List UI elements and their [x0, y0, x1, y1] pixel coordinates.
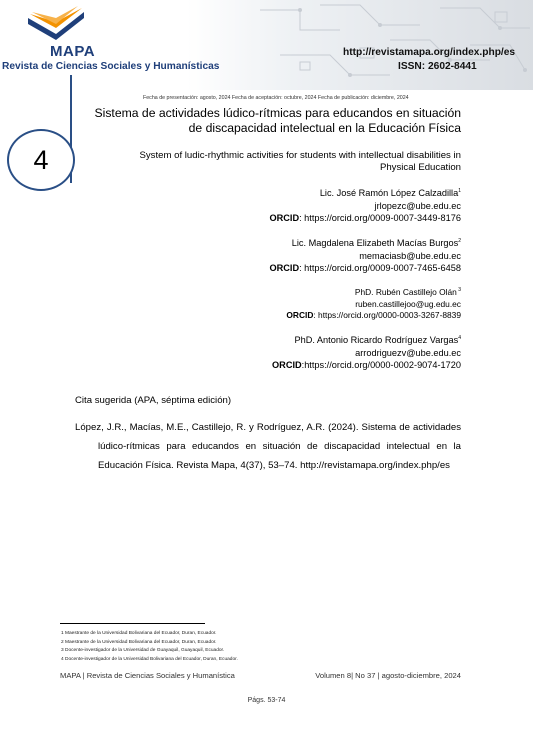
author-orcid[interactable] — [200, 310, 461, 322]
title-english — [60, 150, 461, 174]
author-name-text: PhD. Rubén Castillejo Olán — [354, 287, 457, 297]
page-range: Págs. 53-74 — [247, 697, 286, 704]
author-block-4 — [200, 334, 461, 372]
title-english-line: System of ludic-rhythmic activities for students with intellectual disabilities in — [139, 150, 461, 161]
author-name — [200, 287, 461, 299]
author-name-text: Lic. Magdalena Elizabeth Macías Burgos — [291, 238, 459, 248]
footnotes — [61, 630, 238, 664]
author-orcid[interactable] — [200, 359, 461, 372]
author-sup: 2 — [458, 237, 461, 244]
author-sup: 1 — [458, 187, 461, 194]
orcid-url: :https://orcid.org/0000-0002-9074-1720 — [301, 360, 461, 370]
article-number: 4 — [33, 144, 49, 175]
author-block-2 — [200, 237, 461, 275]
footnote-item: 2 Maestrante de la Universidad Bolivariana del Ecuador, Duran, Ecuador. — [61, 639, 217, 645]
citation-text: López, J.R., Macías, M.E., Castillejo, R. y Rodríguez, A.R. (2024). Sistema de actividades lúdico-rítmicas para educandos en situación de discapacidad intelectual en la Educación Física. Revista Mapa, 4(37), 53–74. http://revistamapa.org/index.php/es — [75, 422, 461, 472]
citation-label: Cita sugerida (APA, séptima edición) — [75, 395, 232, 406]
orcid-url: : https://orcid.org/0009-0007-7465-6458 — [299, 263, 461, 273]
orcid-label: ORCID — [272, 360, 302, 370]
author-email[interactable]: jrlopezc@ube.edu.ec — [374, 200, 461, 211]
author-sup: 4 — [458, 334, 461, 341]
author-block-3 — [200, 287, 461, 322]
author-name-text: Lic. José Ramón López Calzadilla — [319, 188, 459, 198]
footnote-item: 4 Docente-investigador de la Universidad Bolivariana del Ecuador, Duran, Ecuador. — [61, 656, 238, 662]
author-email[interactable]: memaciasb@ube.edu.ec — [359, 250, 461, 261]
author-name — [200, 237, 461, 250]
author-name-text: PhD. Antonio Ricardo Rodríguez Vargas — [294, 335, 459, 345]
orcid-url: : https://orcid.org/0009-0007-3449-8176 — [299, 213, 461, 223]
journal-name: MAPA — [50, 43, 96, 60]
orcid-label: ORCID — [269, 213, 300, 223]
journal-url[interactable]: http://revistamapa.org/index.php/es — [343, 47, 516, 58]
author-sup: 3 — [456, 287, 461, 294]
orcid-url: : https://orcid.org/0000-0003-3267-8839 — [313, 310, 461, 320]
title-spanish-line: de discapacidad intelectual en la Educación Física — [188, 121, 461, 135]
journal-subtitle: Revista de Ciencias Sociales y Humanísticas — [2, 61, 220, 72]
footnote-item: 1 Maestrante de la Universidad Bolivariana del Ecuador, Duran, Ecuador. — [61, 631, 217, 636]
title-english-line: Physical Education — [379, 162, 461, 173]
author-name — [200, 334, 461, 347]
footer-volume: Volumen 8| No 37 | agosto-diciembre, 2024 — [315, 671, 461, 680]
title-spanish — [60, 106, 461, 136]
title-spanish-line: Sistema de actividades lúdico-rítmicas para educandos en situación — [94, 106, 461, 120]
footnote-item: 3 Docente-investigador de la Universidad de Guayaquil, Guayaquil, Ecuador. — [61, 648, 225, 654]
book-logo-icon — [22, 4, 90, 44]
orcid-label: ORCID — [286, 310, 314, 320]
author-block-1 — [200, 187, 461, 225]
footnote-divider — [60, 623, 205, 624]
author-email[interactable]: arrodriguezv@ube.edu.ec — [355, 347, 461, 358]
header-pattern-graphic — [240, 0, 533, 85]
footer-journal: MAPA | Revista de Ciencias Sociales y Humanística — [60, 671, 235, 680]
author-name — [200, 187, 461, 200]
author-orcid[interactable] — [200, 212, 461, 225]
author-orcid[interactable] — [200, 262, 461, 275]
publication-dates: Fecha de presentación: agosto, 2024 Fecha de aceptación: octubre, 2024 Fecha de publicación: diciembre, 2024 — [143, 95, 409, 101]
journal-header — [0, 0, 533, 90]
author-email[interactable]: ruben.castillejoo@ug.edu.ec — [355, 298, 461, 309]
orcid-label: ORCID — [269, 263, 300, 273]
journal-issn: ISSN: 2602-8441 — [398, 61, 477, 72]
